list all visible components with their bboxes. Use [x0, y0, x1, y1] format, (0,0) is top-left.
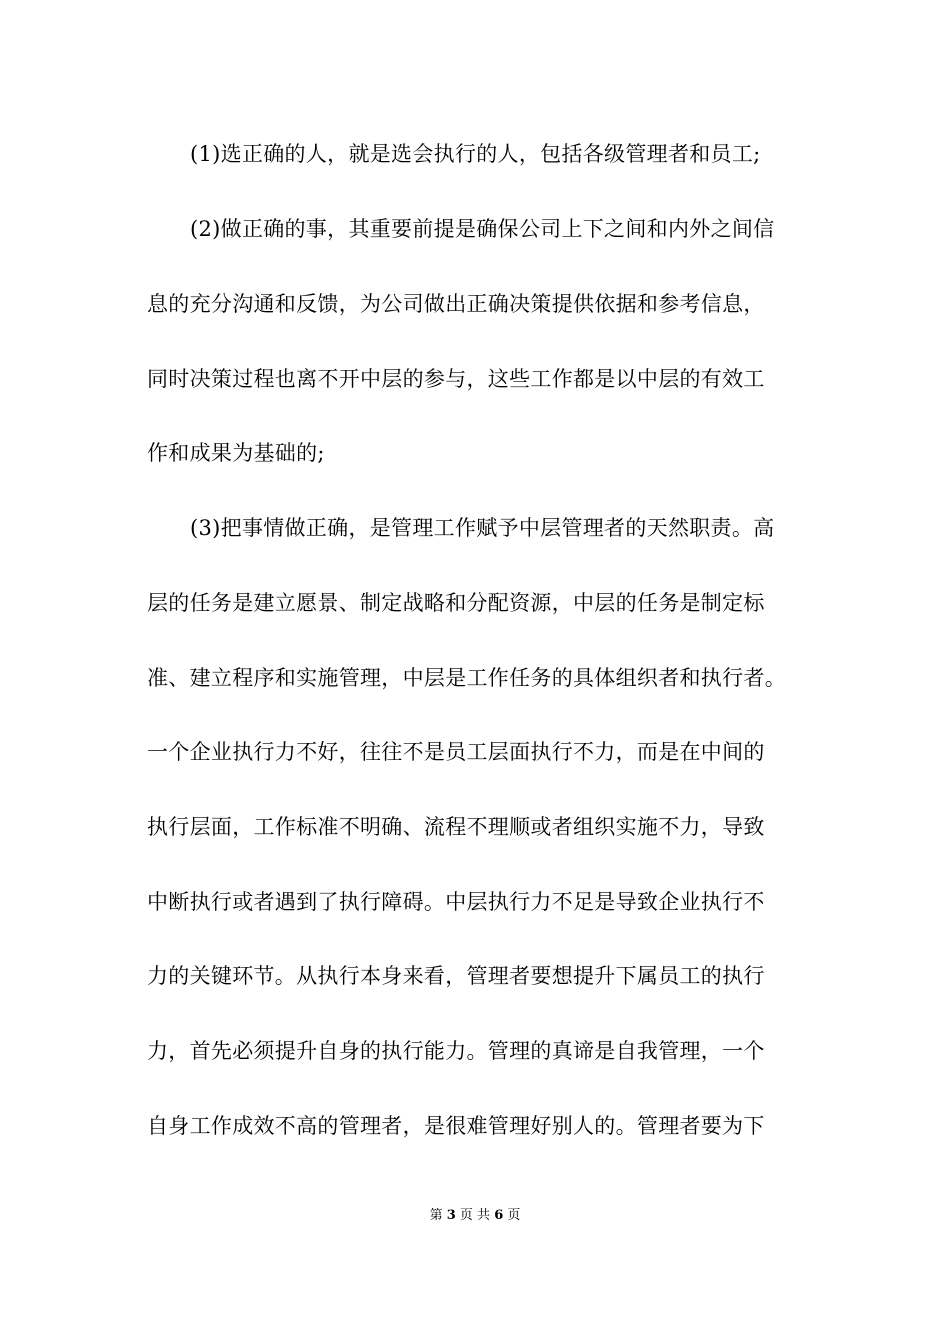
paragraph-line: (3)把事情做正确，是管理工作赋予中层管理者的天然职责。高 [190, 516, 775, 540]
footer-prefix: 第 [429, 1208, 443, 1223]
paragraph-line: 自身工作成效不高的管理者，是很难管理好别人的。管理者要为下 [147, 1114, 765, 1138]
paragraph-line: 力，首先必须提升自身的执行能力。管理的真谛是自我管理，一个 [147, 1039, 765, 1063]
paragraph-line: 同时决策过程也离不开中层的参与，这些工作都是以中层的有效工 [147, 367, 765, 391]
paragraph-line: (1)选正确的人，就是选会执行的人，包括各级管理者和员工; [190, 142, 761, 166]
footer-suffix: 页 [507, 1208, 521, 1223]
paragraph-line: 层的任务是建立愿景、制定战略和分配资源，中层的任务是制定标 [147, 591, 765, 615]
current-page-number: 3 [446, 1208, 456, 1223]
page-footer [0, 1207, 950, 1225]
paragraph-line: 息的充分沟通和反馈，为公司做出正确决策提供依据和参考信息， [147, 292, 765, 316]
footer-middle: 页 共 [459, 1208, 491, 1223]
paragraph-line: 作和成果为基础的; [147, 441, 325, 465]
paragraph-line: 力的关键环节。从执行本身来看，管理者要想提升下属员工的执行 [147, 964, 765, 988]
total-pages-number: 6 [494, 1208, 504, 1223]
paragraph-line: (2)做正确的事，其重要前提是确保公司上下之间和内外之间信 [190, 217, 775, 241]
paragraph-line: 准、建立程序和实施管理，中层是工作任务的具体组织者和执行者。 [147, 666, 786, 690]
paragraph-line: 中断执行或者遇到了执行障碍。中层执行力不足是导致企业执行不 [147, 890, 765, 914]
paragraph-line: 一个企业执行力不好，往往不是员工层面执行不力，而是在中间的 [147, 740, 765, 764]
paragraph-line: 执行层面，工作标准不明确、流程不理顺或者组织实施不力，导致 [147, 815, 765, 839]
